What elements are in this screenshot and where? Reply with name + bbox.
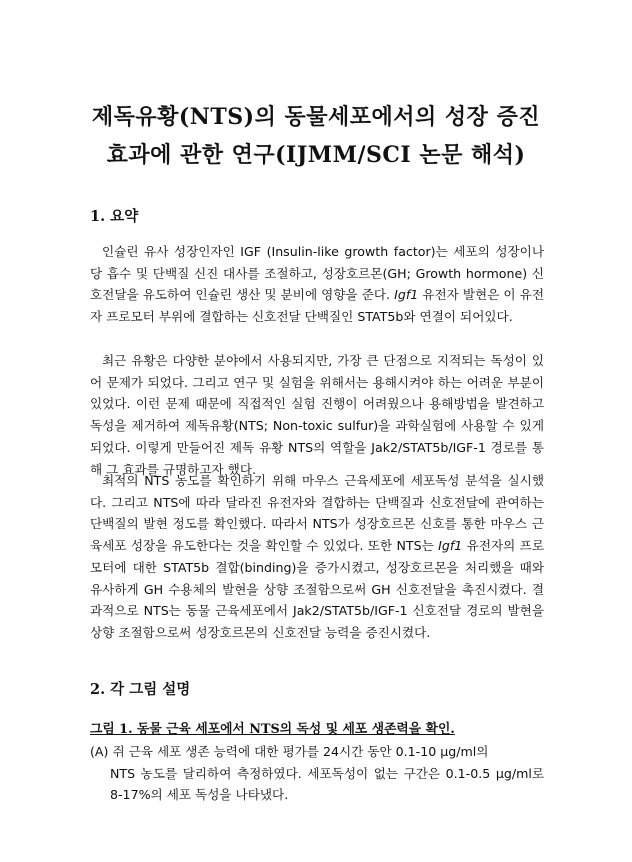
summary-paragraph-1-text-a: 인슐린 유사 성장인자인 IGF (Insulin-like growth factor)는 세포의 성장이나 당 흡수 및 단백질 신진 대사를 조절하고, 성장호르몬(GH; Growth hormone) 신호전달을 유도하여 인슐린 생산 및 분비에 영향을 준다. [90, 244, 544, 303]
figure-1-caption: 그림 1. 동물 근육 세포에서 NTS의 독성 및 세포 생존력을 확인. [90, 722, 455, 737]
summary-paragraph-3 [90, 470, 544, 644]
gene-name-igf1: Igf1 [394, 287, 419, 303]
summary-paragraph-3-text-b: 유전자의 프로모터에 대한 STAT5b 결합(binding)을 증가시켰고, 성장호르몬을 처리했을 때와 유사하게 GH 수용체의 발현을 상향 조절함으로써 GH 신호전달을 촉진시켰다. 결과적으로 NTS는 동물 근육세포에서 Jak2/STAT5b/IGF-1 신호전달 경로의 발현을 상향 조절함으로써 성장호르몬의 신호전달 능력을 증진시켰다. [90, 538, 545, 640]
document-title-line-1: 제독유황(NTS)의 동물세포에서의 성장 증진 [91, 104, 541, 130]
summary-paragraph-3-text-a: 최적의 NTS 농도를 확인하기 위해 마우스 근육세포에 세포독성 분석을 실시했다. 그리고 NTS에 따라 달라진 유전자와 결합하는 단백질과 신호전달에 관여하는 단백질의 발현 정도를 확인했다. 따라서 NTS가 성장호르몬 신호를 통한 마우스 근육세포 성장을 유도한다는 것을 확인할 수 있었다. 또한 NTS는 [90, 473, 544, 554]
figure-1-item-a-line-1: 쥐 근육 세포 생존 능력에 대한 평가를 24시간 동안 0.1-10 μg/ml의 [112, 744, 489, 759]
figure-1-item-a-continuation: NTS 농도를 달리하여 측정하였다. 세포독성이 없는 구간은 0.1-0.5 μg/ml로 8-17%의 세포 독성을 나타냈다. [110, 765, 544, 803]
summary-paragraph-1 [90, 241, 544, 328]
gene-name-igf1: Igf1 [438, 538, 463, 554]
section-heading-figures: 2. 각 그림 설명 [90, 681, 191, 698]
document-title-line-2: 효과에 관한 연구(IJMM/SCI 논문 해석) [106, 142, 526, 168]
figure-1-item-a [90, 741, 544, 806]
summary-paragraph-1-text-b: 유전자 발현은 이 유전자 프로모터 부위에 결합하는 신호전달 단백질인 STAT5b와 연결이 되어있다. [90, 287, 544, 325]
section-heading-summary: 1. 요약 [90, 208, 139, 225]
summary-paragraph-2: 최근 유황은 다양한 분야에서 사용되지만, 가장 큰 단점으로 지적되는 독성이 있어 문제가 되었다. 그리고 연구 및 실험을 위해서는 용해시켜야 하는 어려운 부분이 있었다. 이런 문제 때문에 직접적인 실험 진행이 어려웠으나 용해방법을 발견하고 독성을 제거하여 제독유황(NTS; Non-toxic sulfur)을 과학실험에 사용할 수 있게 되었다. 이렇게 만들어진 제독 유황 NTS의 역할을 Jak2/STAT5b/IGF-1 경로를 통해 그 효과를 규명하고자 했다. [90, 353, 544, 477]
figure-1-item-a-label: (A) [90, 744, 113, 759]
